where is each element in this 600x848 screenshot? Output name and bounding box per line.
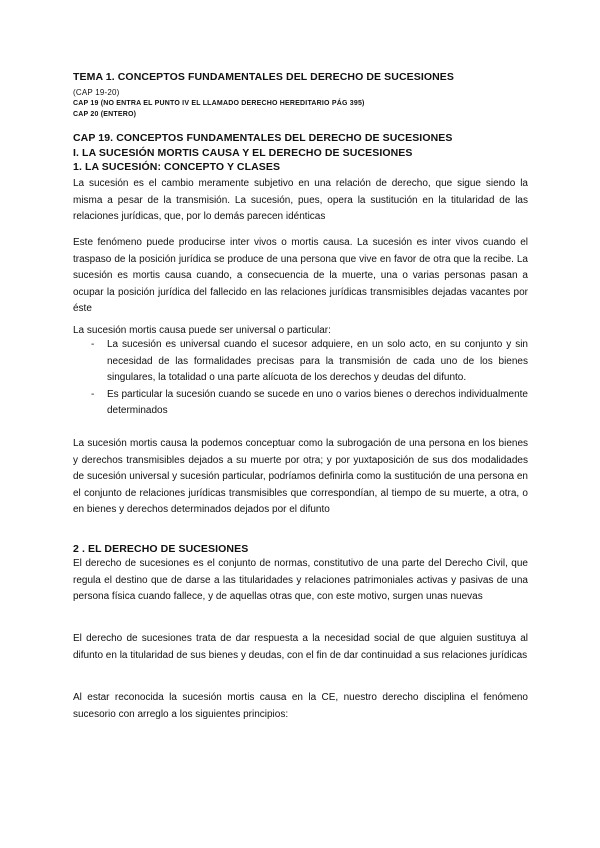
paragraph-definition: La sucesión es el cambio meramente subjetivo en una relación de derecho, que sigue siendo la misma a pesar de la transmisión. La sucesión, pues, opera la sustitución en la titularidad de las relaciones jurídicas, que, por lo demás parecen idénticas: [73, 178, 528, 222]
list-item-text: La sucesión es universal cuando el sucesor adquiere, en un solo acto, en su conjunto y sin necesidad de las formalidades precisas para la transmisión de cada uno de los bienes singulares, la totalidad o una parte alícuota de los derechos y deudas del difunto.: [107, 339, 528, 383]
chapters-range: (CAP 19-20): [73, 88, 120, 97]
list-dash: -: [91, 339, 95, 350]
paragraph-principles: Al estar reconocida la sucesión mortis causa en la CE, nuestro derecho disciplina el fenómeno sucesorio con arreglo a los siguientes principios:: [73, 692, 528, 720]
paragraph-universal-particular: La sucesión mortis causa puede ser universal o particular:: [73, 325, 331, 336]
document-title: TEMA 1. CONCEPTOS FUNDAMENTALES DEL DERECHO DE SUCESIONES: [73, 71, 455, 83]
list-item: [91, 337, 528, 387]
section-heading: I. LA SUCESIÓN MORTIS CAUSA Y EL DERECHO DE SUCESIONES: [73, 147, 413, 159]
subsection-heading-1: 1. LA SUCESIÓN: CONCEPTO Y CLASES: [73, 161, 281, 173]
chapter-20-note: CAP 20 (ENTERO): [73, 111, 137, 118]
list-item: [91, 387, 528, 420]
subsection-heading-2: 2 . EL DERECHO DE SUCESIONES: [73, 543, 249, 555]
chapter-heading: CAP 19. CONCEPTOS FUNDAMENTALES DEL DERECHO DE SUCESIONES: [73, 132, 453, 144]
paragraph-social-need: El derecho de sucesiones trata de dar respuesta a la necesidad social de que alguien sustituya al difunto en la titularidad de sus bienes y deudas, con el fin de dar continuidad a sus relaciones jurídicas: [73, 633, 528, 661]
chapter-19-note: CAP 19 (NO ENTRA EL PUNTO IV EL LLAMADO DERECHO HEREDITARIO PÁG 395): [73, 100, 365, 107]
succession-types-list: [91, 337, 528, 420]
paragraph-concept: La sucesión mortis causa la podemos conceptuar como la subrogación de una persona en los bienes y derechos transmisibles dejados a su muerte por otra; y por yuxtaposición de sus dos modalidades de sucesión universal y sucesión particular, podríamos definirla como la sustitución de una persona en el conjunto de relaciones jurídicas transmisibles que correspondían, al tiempo de su muerte, a otra, o en bienes y derechos determinados dejados por el difunto: [73, 438, 528, 515]
paragraph-inter-vivos-mortis-causa: Este fenómeno puede producirse inter vivos o mortis causa. La sucesión es inter vivos cuando el traspaso de la posición jurídica se produce de una persona que vive en favor de otra que la recibe. La sucesión es mortis causa cuando, a consecuencia de la muerte, una o varias personas pasan a ocupar la posición jurídica del fallecido en las relaciones jurídicas transmisibles dejadas vacantes por éste: [73, 237, 528, 314]
list-item-text: Es particular la sucesión cuando se sucede en uno o varios bienes o derechos individualmente determinados: [107, 388, 528, 416]
paragraph-derecho-definition: El derecho de sucesiones es el conjunto de normas, constitutivo de una parte del Derecho Civil, que regula el destino que de darse a las titularidades y relaciones patrimoniales activas y pasivas de una persona física cuando fallece, y de aquellas otras que, con este motivo, surgen unas nuevas: [73, 558, 528, 602]
list-dash: -: [91, 388, 95, 400]
